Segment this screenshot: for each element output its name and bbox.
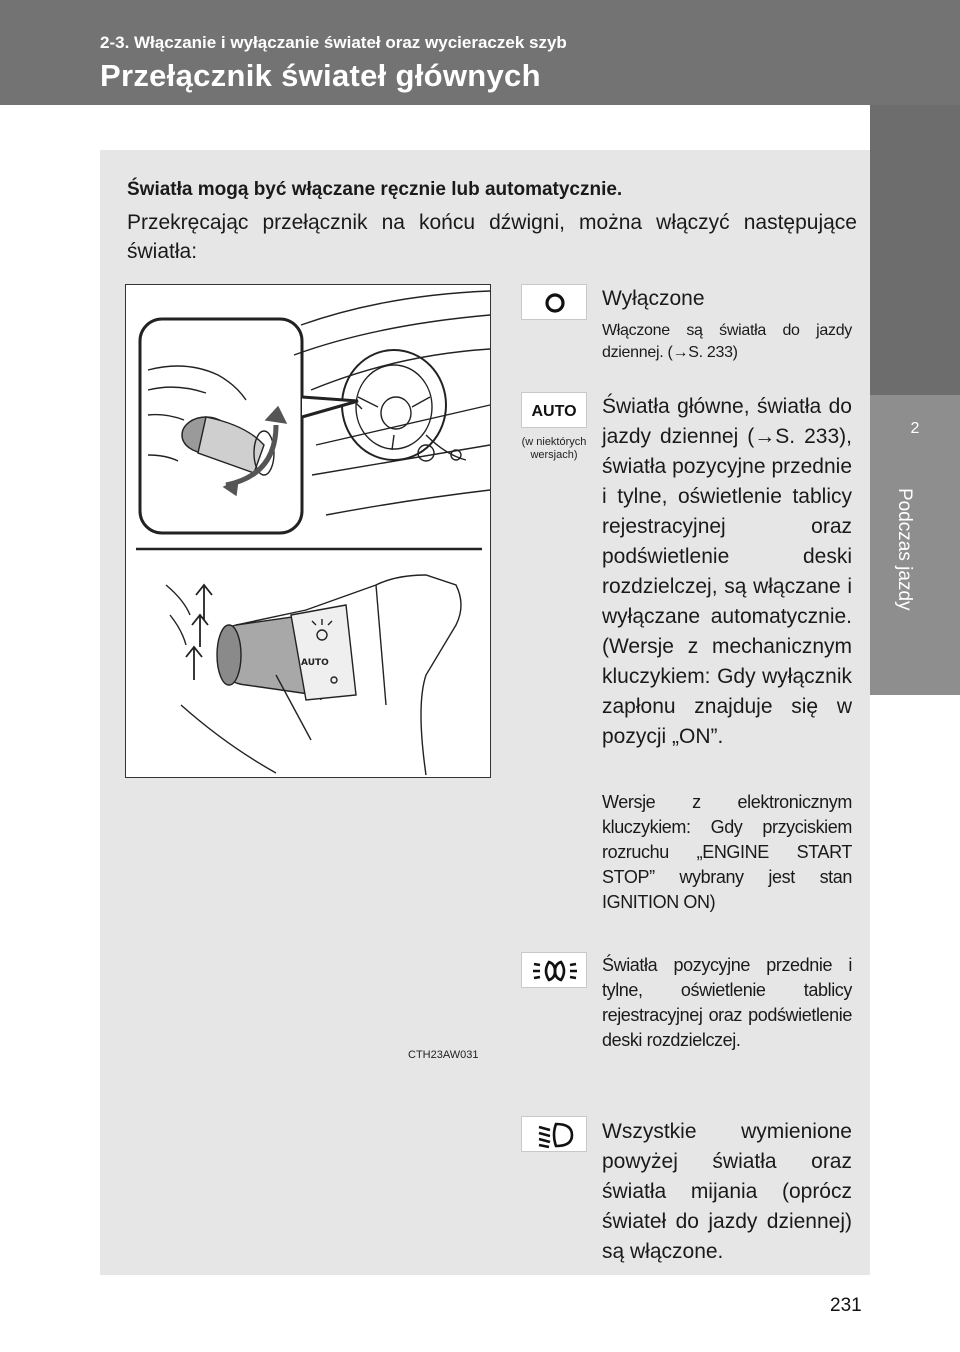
intro-text: Przekręcając przełącznik na końcu dźwigni, można włączyć następujące światła: [127,211,857,263]
auto-icon-note: (w niektórych wersjach) [521,436,587,461]
auto-position-text: Światła główne, światła do jazdy dziennej (→S. 233), światła pozycyjne przednie i tylne, oświetlenie tablicy rejestracyjnej oraz podświetlenie deski rozdzielczej, są włączane i wyłączane automatycznie. (Wersje z mechanicznym kluczykiem: Gdy wyłącznik zapłonu znajduje się w pozycji „ON”. [602,395,852,748]
sidebar-tab-upper [870,105,960,395]
auto-position-text-continued: Wersje z elektronicznym kluczykiem: Gdy przyciskiem rozruchu „ENGINE START STOP” wybrany jest stan IGNITION ON) [602,792,852,912]
auto-icon: AUTO [531,403,577,420]
parking-lights-icon [522,953,588,989]
off-circle-icon [522,285,588,321]
switch-drawing [126,285,492,779]
off-position-icon-box [521,284,587,320]
switch-auto-text: AUTO [301,658,329,668]
illustration-code: CTH23AW031 [408,1049,479,1061]
headlight-switch-illustration [125,284,491,1061]
chapter-title: Podczas jazdy [894,488,915,611]
page-title: Przełącznik świateł głównych [100,58,541,93]
parking-lights-text: Światła pozycyjne przednie i tylne, oświetlenie tablicy rejestracyjnej oraz podświetlenie deski rozdzielczej. [602,955,852,1050]
low-beam-icon-box [521,1116,587,1152]
page-header [0,0,960,105]
intro-bold-line: Światła mogą być włączane ręcznie lub automatycznie. [127,179,623,200]
auto-position-icon-box [521,392,587,428]
section-title: 2-3. Włączanie i wyłączanie świateł oraz wycieraczek szyb [100,33,567,52]
chapter-number: 2 [910,420,920,437]
parking-lights-icon-box [521,952,587,988]
page-number: 231 [830,1295,862,1316]
off-position-title: Wyłączone [602,287,705,310]
off-position-text: Włączone są światła do jazdy dziennej. (→S. 233) [602,322,852,361]
low-beam-icon [522,1117,588,1153]
sidebar-tab-chapter [870,395,960,695]
low-beam-text: Wszystkie wymienione powyżej światła oraz światła mijania (oprócz świateł do jazdy dziennej) są włączone. [602,1120,852,1263]
